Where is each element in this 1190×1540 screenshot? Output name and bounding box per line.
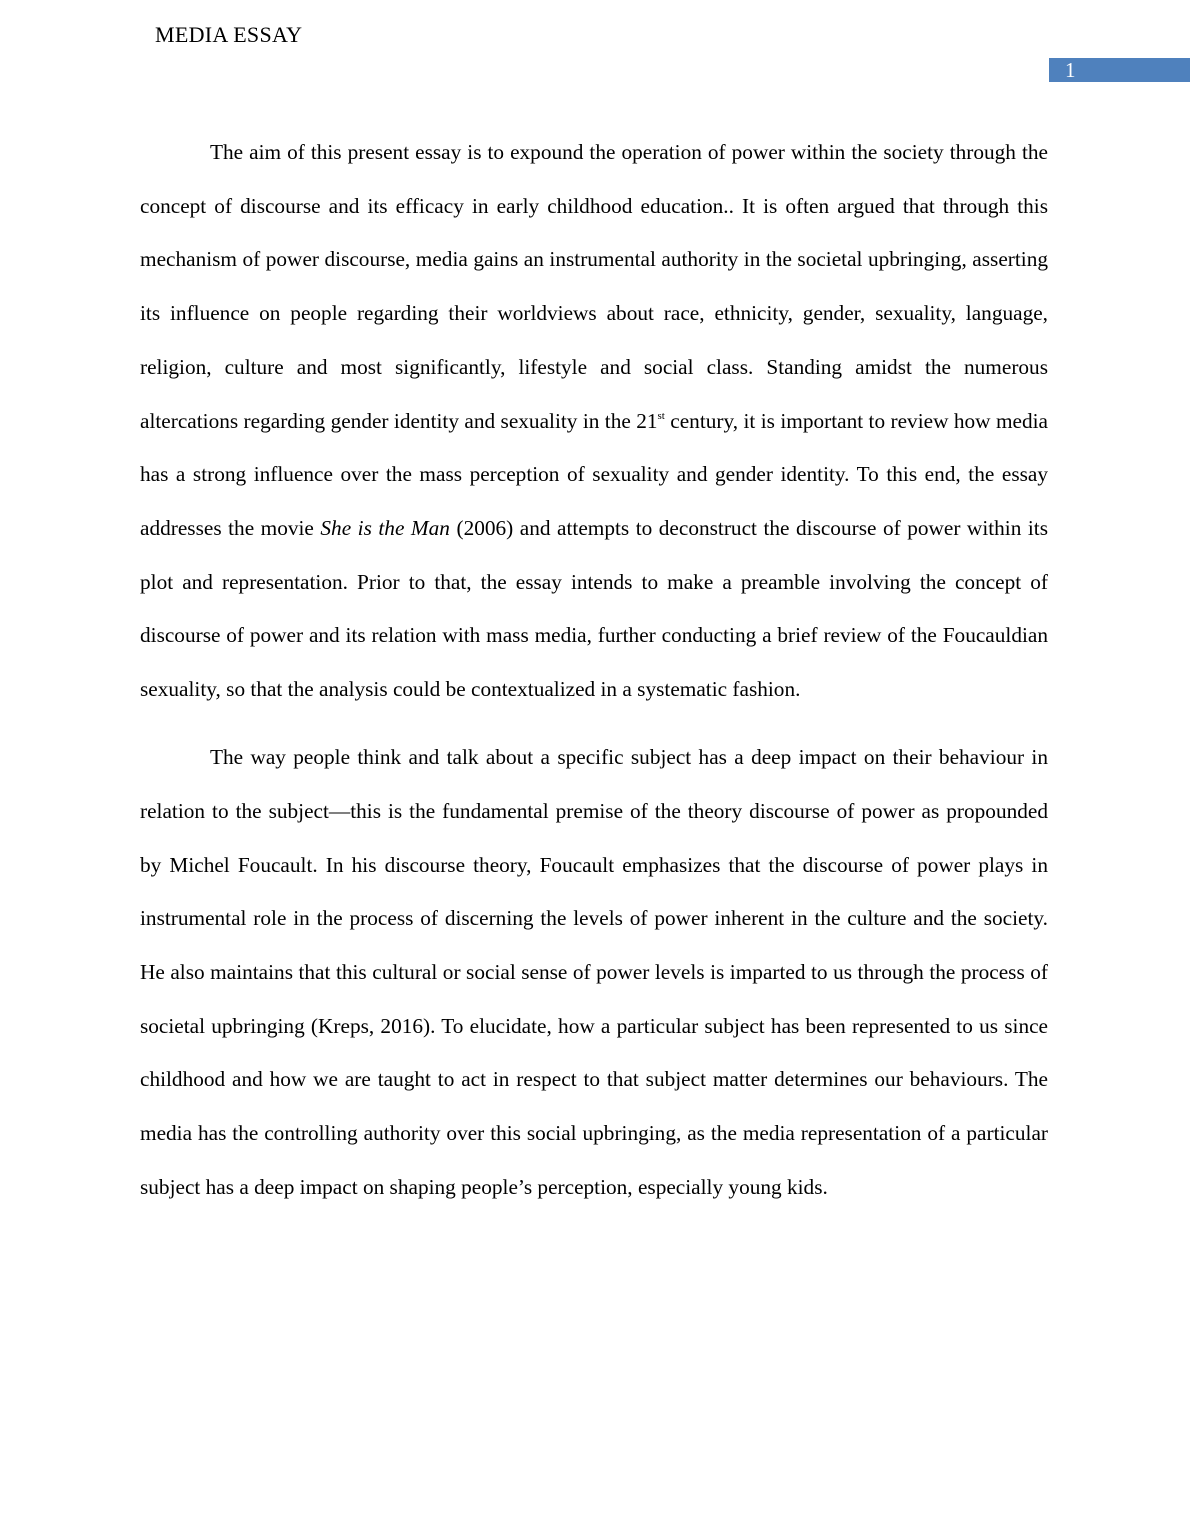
paragraph-1-text-end: (2006) and attempts to deconstruct the discourse of power within its plot and representation. Prior to that, the essay intends to make a preamble involving the concept of discourse of power and its relation with mass media, further conducting a brief review of the Foucauldian sexuality, so that the analysis could be contextualized in a systematic fashion. (140, 515, 1048, 702)
paragraph-1-text: The aim of this present essay is to expound the operation of power within the society through the concept of discourse and its efficacy in early childhood education.. It is often argued that through this mechanism of power discourse, media gains an instrumental authority in the societal upbringing, asserting its influence on people regarding their worldviews about race, ethnicity, gender, sexuality, language, religion, culture and most significantly, lifestyle and social class. Standing amidst the numerous altercations regarding gender identity and sexuality in the 21 (140, 140, 1048, 433)
paragraph-2: The way people think and talk about a specific subject has a deep impact on their behaviour in relation to the subject—this is the fundamental premise of the theory discourse of power as propounded by Michel Foucault. In his discourse theory, Foucault emphasizes that the discourse of power plays in instrumental role in the process of discerning the levels of power inherent in the culture and the society. He also maintains that this cultural or social sense of power levels is imparted to us through the process of societal upbringing (Kreps, 2016). To elucidate, how a particular subject has been represented to us since childhood and how we are taught to act in respect to that subject matter determines our behaviours. The media has the controlling authority over this social upbringing, as the media representation of a particular subject has a deep impact on shaping people’s perception, especially young kids. (140, 745, 1048, 1199)
page-number: 1 (1065, 58, 1076, 82)
movie-title: She is the Man (320, 515, 450, 540)
page-number-badge (1049, 58, 1190, 82)
ordinal-superscript: st (657, 409, 665, 422)
paragraph-1 (140, 126, 1048, 717)
paragraph-1-text-continued: century, it is important to review how media has a strong influence over the mass perception of sexuality and gender identity. To this end, the essay addresses the movie (140, 408, 1048, 540)
essay-body (140, 126, 1048, 1215)
running-head: MEDIA ESSAY (155, 22, 303, 47)
